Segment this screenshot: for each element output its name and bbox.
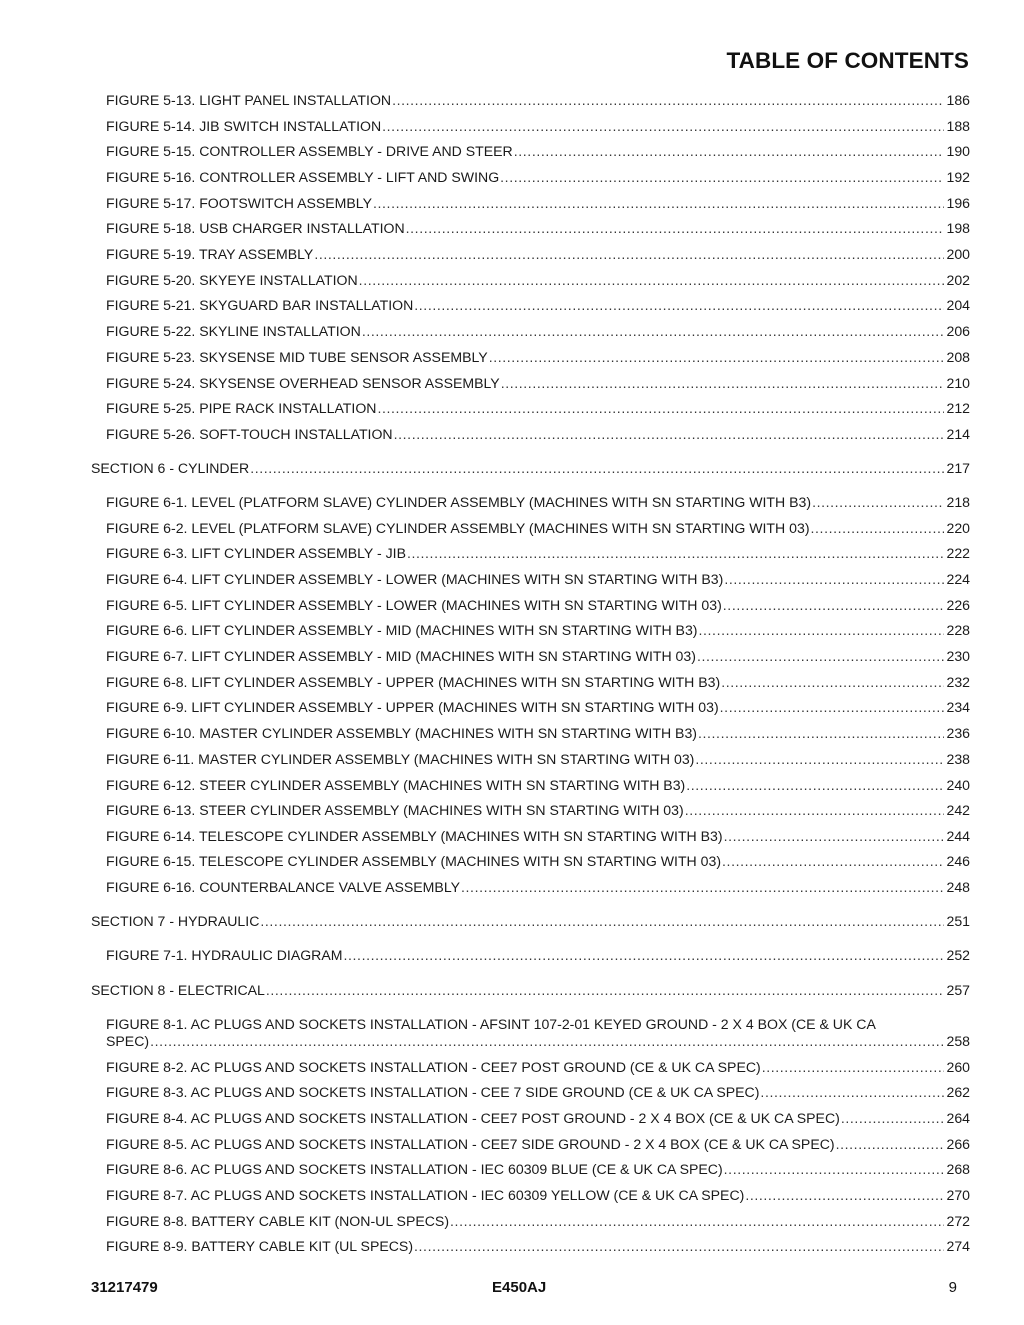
toc-entry-label-continued: SPEC) [106,1033,150,1049]
toc-entry-page: 208 [946,349,970,365]
toc-entry-label: FIGURE 8-2. AC PLUGS AND SOCKETS INSTALLATION - CEE7 POST GROUND (CE & UK CA SPEC) [106,1059,761,1075]
toc-entry[interactable] [106,220,970,237]
toc-entry-label: FIGURE 5-17. FOOTSWITCH ASSEMBLY [106,195,372,211]
toc-entry-page: 234 [946,699,970,715]
toc-entry[interactable] [106,751,970,768]
toc-entry-label: FIGURE 8-3. AC PLUGS AND SOCKETS INSTALLATION - CEE 7 SIDE GROUND (CE & UK CA SPEC) [106,1084,760,1100]
toc-entry-page: 226 [946,597,970,613]
toc-entry[interactable] [106,828,970,845]
toc-section[interactable] [91,982,970,999]
toc-entry[interactable] [106,1238,970,1255]
toc-entry[interactable] [106,1213,970,1230]
toc-entry[interactable] [106,622,970,639]
toc-entry-page: 258 [946,1033,970,1049]
toc-section[interactable] [91,460,970,477]
leader-dots [344,947,945,964]
toc-entry[interactable] [106,426,970,443]
toc-entry[interactable] [106,143,970,160]
toc-entry-page: 262 [946,1084,970,1100]
toc-entry-label: FIGURE 5-18. USB CHARGER INSTALLATION [106,220,405,236]
leader-dots [724,1161,945,1178]
leader-dots [762,1059,945,1076]
footer-page-number: 9 [948,1279,957,1296]
toc-entry-page: 236 [946,725,970,741]
leader-dots [501,375,945,392]
footer-part-number: 31217479 [91,1279,158,1296]
toc-entry-label: FIGURE 6-1. LEVEL (PLATFORM SLAVE) CYLINDER ASSEMBLY (MACHINES WITH SN STARTING WITH B3) [106,494,812,510]
toc-entry-label: FIGURE 6-16. COUNTERBALANCE VALVE ASSEMBLY [106,879,461,895]
toc-entry-page: 202 [946,272,970,288]
leader-dots [414,297,944,314]
toc-entry[interactable] [106,699,970,716]
leader-dots [260,913,944,930]
toc-entry-label: FIGURE 6-10. MASTER CYLINDER ASSEMBLY (MACHINES WITH SN STARTING WITH B3) [106,725,697,741]
toc-entry-page: 266 [946,1136,970,1152]
toc-entry-page: 190 [946,143,970,159]
leader-dots [745,1187,944,1204]
toc-section-page: 251 [946,913,970,929]
toc-entry-page: 270 [946,1187,970,1203]
footer-model: E450AJ [492,1279,547,1296]
toc-entry-label: FIGURE 5-22. SKYLINE INSTALLATION [106,323,361,339]
toc-entry-page: 220 [946,520,970,536]
toc-entry[interactable] [106,853,970,870]
toc-entry[interactable] [106,494,970,511]
leader-dots [514,143,945,160]
page-title: TABLE OF CONTENTS [726,48,969,73]
leader-dots [489,349,945,366]
toc-entry-label: FIGURE 6-13. STEER CYLINDER ASSEMBLY (MACHINES WITH SN STARTING WITH 03) [106,802,684,818]
leader-dots [461,879,944,896]
toc-entry[interactable] [106,879,970,896]
toc-entry[interactable] [106,802,970,819]
toc-entry-page: 242 [946,802,970,818]
toc-section-page: 257 [946,982,970,998]
toc-entry-page: 214 [946,426,970,442]
toc-section-label: SECTION 8 - ELECTRICAL [91,982,265,998]
toc-entry-label: FIGURE 5-24. SKYSENSE OVERHEAD SENSOR ASSEMBLY [106,375,500,391]
toc-entry-page: 240 [946,777,970,793]
toc-entry-page: 212 [946,400,970,416]
leader-dots [362,323,945,340]
toc-entry-page: 188 [946,118,970,134]
leader-dots [724,571,944,588]
leader-dots [150,1033,944,1050]
toc-entry-page: 218 [946,494,970,510]
toc-entry[interactable] [106,1110,970,1127]
leader-dots [699,622,945,639]
toc-entry-label: FIGURE 5-21. SKYGUARD BAR INSTALLATION [106,297,414,313]
toc-entry-page: 264 [946,1110,970,1126]
toc-entry[interactable] [106,777,970,794]
toc-entry-label: FIGURE 5-25. PIPE RACK INSTALLATION [106,400,377,416]
leader-dots [760,1084,944,1101]
toc-entry-label: FIGURE 5-19. TRAY ASSEMBLY [106,246,314,262]
toc-entry-page: 252 [946,947,970,963]
toc-entry[interactable] [106,195,970,212]
toc-entry[interactable] [106,545,970,562]
toc-entry-label: FIGURE 8-8. BATTERY CABLE KIT (NON-UL SPECS) [106,1213,450,1229]
toc-entry-label: FIGURE 6-15. TELESCOPE CYLINDER ASSEMBLY (MACHINES WITH SN STARTING WITH 03) [106,853,722,869]
toc-entry-page: 244 [946,828,970,844]
toc-entry[interactable] [106,1059,970,1076]
leader-dots [266,982,945,999]
toc-entry-label: FIGURE 5-13. LIGHT PANEL INSTALLATION [106,92,392,108]
leader-dots [450,1213,944,1230]
leader-dots [723,597,945,614]
toc-entry-label: FIGURE 6-6. LIFT CYLINDER ASSEMBLY - MID (MACHINES WITH SN STARTING WITH B3) [106,622,698,638]
toc-entry-label: FIGURE 6-12. STEER CYLINDER ASSEMBLY (MACHINES WITH SN STARTING WITH B3) [106,777,686,793]
toc-section-label: SECTION 7 - HYDRAULIC [91,913,260,929]
leader-dots [500,169,944,186]
toc-entry-label: FIGURE 8-4. AC PLUGS AND SOCKETS INSTALLATION - CEE7 POST GROUND - 2 X 4 BOX (CE & UK CA SPEC) [106,1110,840,1126]
toc-entry-label: FIGURE 6-11. MASTER CYLINDER ASSEMBLY (MACHINES WITH SN STARTING WITH 03) [106,751,695,767]
toc-entry[interactable] [106,169,970,186]
toc-entry[interactable] [106,1161,970,1178]
leader-dots [720,699,945,716]
toc-entry-page: 272 [946,1213,970,1229]
leader-dots [836,1136,945,1153]
toc-entry[interactable] [106,118,970,135]
toc-entry[interactable] [106,648,970,665]
toc-entry-label: FIGURE 5-26. SOFT-TOUCH INSTALLATION [106,426,393,442]
toc-entry-page: 232 [946,674,970,690]
toc-entry-label: FIGURE 6-14. TELESCOPE CYLINDER ASSEMBLY (MACHINES WITH SN STARTING WITH B3) [106,828,723,844]
toc-entry[interactable] [106,674,970,691]
toc-entry[interactable] [106,1187,970,1204]
toc-entry-page: 238 [946,751,970,767]
toc-entry-page: 246 [946,853,970,869]
toc-entry[interactable] [106,375,970,392]
leader-dots [359,272,945,289]
leader-dots [314,246,944,263]
toc-section[interactable] [91,913,970,930]
toc-entry-label: FIGURE 8-6. AC PLUGS AND SOCKETS INSTALLATION - IEC 60309 BLUE (CE & UK CA SPEC) [106,1161,723,1177]
toc-entry-page: 186 [946,92,970,108]
toc-entry-page: 198 [946,220,970,236]
leader-dots [698,725,945,742]
toc-entry-label: FIGURE 8-1. AC PLUGS AND SOCKETS INSTALLATION - AFSINT 107-2-01 KEYED GROUND - 2 X 4 BOX (CE & UK CA [106,1016,876,1032]
toc-entry[interactable] [106,272,970,289]
toc-entry-page: 260 [946,1059,970,1075]
toc-entry[interactable] [106,520,970,537]
toc-entry[interactable] [106,92,970,109]
leader-dots [841,1110,945,1127]
toc-entry-label: FIGURE 6-8. LIFT CYLINDER ASSEMBLY - UPPER (MACHINES WITH SN STARTING WITH B3) [106,674,721,690]
toc-entry-label: FIGURE 6-2. LEVEL (PLATFORM SLAVE) CYLINDER ASSEMBLY (MACHINES WITH SN STARTING WITH 03) [106,520,810,536]
leader-dots [722,853,944,870]
leader-dots [406,220,945,237]
toc-entry-label: FIGURE 6-5. LIFT CYLINDER ASSEMBLY - LOWER (MACHINES WITH SN STARTING WITH 03) [106,597,722,613]
leader-dots [685,802,945,819]
leader-dots [382,118,944,135]
toc-entry[interactable] [106,297,970,314]
toc-entry-page: 274 [946,1238,970,1254]
toc-entry-label: FIGURE 8-5. AC PLUGS AND SOCKETS INSTALLATION - CEE7 SIDE GROUND - 2 X 4 BOX (CE & UK CA SPEC) [106,1136,835,1152]
toc-entry[interactable] [106,597,970,614]
toc-entry-label: FIGURE 8-7. AC PLUGS AND SOCKETS INSTALLATION - IEC 60309 YELLOW (CE & UK CA SPEC) [106,1187,745,1203]
toc-entry-label: FIGURE 6-9. LIFT CYLINDER ASSEMBLY - UPPER (MACHINES WITH SN STARTING WITH 03) [106,699,719,715]
toc-entry-label: FIGURE 5-20. SKYEYE INSTALLATION [106,272,358,288]
leader-dots [811,520,945,537]
toc-section-label: SECTION 6 - CYLINDER [91,460,250,476]
leader-dots [394,426,945,443]
toc-entry-page: 206 [946,323,970,339]
leader-dots [414,1238,944,1255]
leader-dots [392,92,944,109]
toc-entry-page: 230 [946,648,970,664]
toc-entry-page: 196 [946,195,970,211]
toc-entry[interactable] [106,323,970,340]
toc-entry[interactable] [106,1016,970,1050]
toc-entry-page: 204 [946,297,970,313]
leader-dots [407,545,945,562]
toc-entry[interactable] [106,400,970,417]
toc-entry-label: FIGURE 6-4. LIFT CYLINDER ASSEMBLY - LOWER (MACHINES WITH SN STARTING WITH B3) [106,571,724,587]
toc-entry-page: 200 [946,246,970,262]
leader-dots [377,400,944,417]
toc-entry-page: 222 [946,545,970,561]
leader-dots [724,828,945,845]
toc-entry-label: FIGURE 5-23. SKYSENSE MID TUBE SENSOR ASSEMBLY [106,349,488,365]
leader-dots [373,195,944,212]
leader-dots [697,648,945,665]
leader-dots [695,751,944,768]
toc-entry[interactable] [106,725,970,742]
toc-entry[interactable] [106,571,970,588]
toc-entry-label: FIGURE 5-16. CONTROLLER ASSEMBLY - LIFT AND SWING [106,169,500,185]
toc-entry-label: FIGURE 6-3. LIFT CYLINDER ASSEMBLY - JIB [106,545,406,561]
toc-entry-label: FIGURE 6-7. LIFT CYLINDER ASSEMBLY - MID (MACHINES WITH SN STARTING WITH 03) [106,648,696,664]
toc-entry[interactable] [106,1084,970,1101]
toc-entry-page: 192 [946,169,970,185]
toc-entry-label: FIGURE 7-1. HYDRAULIC DIAGRAM [106,947,343,963]
toc-entry[interactable] [106,246,970,263]
leader-dots [812,494,944,511]
toc-entry[interactable] [106,1136,970,1153]
toc-entry[interactable] [106,349,970,366]
toc-entry-label: FIGURE 5-15. CONTROLLER ASSEMBLY - DRIVE AND STEER [106,143,513,159]
toc-entry-page: 268 [946,1161,970,1177]
toc-section-page: 217 [946,460,970,476]
leader-dots [250,460,944,477]
toc-entry-page: 224 [946,571,970,587]
toc-entry-page: 248 [946,879,970,895]
leader-dots [721,674,944,691]
toc-entry-label: FIGURE 8-9. BATTERY CABLE KIT (UL SPECS) [106,1238,414,1254]
toc-entry-page: 228 [946,622,970,638]
toc-entry-label: FIGURE 5-14. JIB SWITCH INSTALLATION [106,118,382,134]
toc-entry[interactable] [106,947,970,964]
leader-dots [686,777,944,794]
toc-entry-page: 210 [946,375,970,391]
